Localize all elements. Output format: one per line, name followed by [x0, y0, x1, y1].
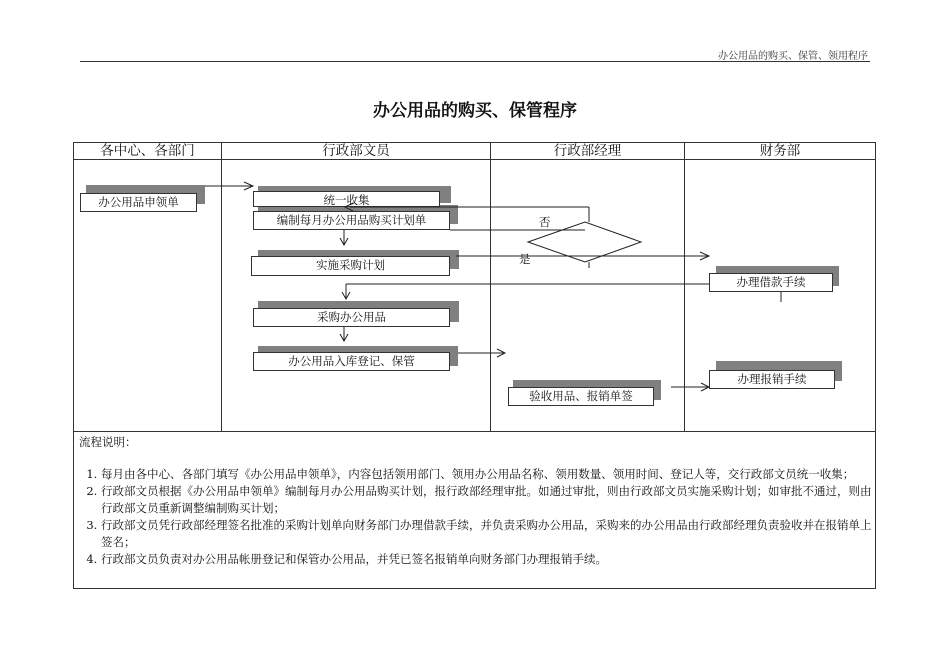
note-item: 1. 每月由各中心、各部门填写《办公用品申领单》，内容包括领用部门、领用办公用品名称、领用数量、领用时间、登记人等，交行政部文员统一收集； [101, 466, 874, 483]
execute-plan-box: 实施采购计划 [251, 256, 450, 276]
notes-title: 流程说明： [79, 435, 137, 449]
column-header-admin-clerk: 行政部文员 [222, 143, 490, 160]
no-label: 否 [539, 215, 551, 229]
plan-box: 编制每月办公用品购买计划单 [253, 211, 450, 230]
page-title: 办公用品的购买、保管程序 [373, 101, 577, 121]
column-header-finance: 财务部 [685, 143, 875, 160]
purchase-box: 采购办公用品 [253, 308, 450, 327]
inspect-box: 验收用品、报销单签 [508, 387, 654, 406]
column-header-admin-manager: 行政部经理 [491, 143, 684, 160]
collect-box: 统一收集 [253, 191, 440, 207]
store-box: 办公用品入库登记、保管 [253, 352, 450, 371]
note-item: 2. 行政部文员根据《办公用品申领单》编制每月办公用品购买计划，报行政部经理审批。如通过审批，则由行政部文员实施采购计划；如审批不通过，则由行政部文员重新调整编制购买计划； [101, 483, 874, 517]
loan-box: 办理借款手续 [709, 273, 833, 292]
note-item: 4. 行政部文员负责对办公用品帐册登记和保管办公用品，并凭已签名报销单向财务部门办理报销手续。 [101, 551, 874, 568]
running-header: 办公用品的购买、保管、领用程序 [718, 51, 868, 62]
yes-label: 是 [519, 252, 531, 266]
column-header-departments: 各中心、各部门 [74, 143, 221, 160]
note-item: 3. 行政部文员凭行政部经理签名批准的采购计划单向财务部门办理借款手续，并负责采购办公用品，采购来的办公用品由行政部经理负责验收并在报销单上签名； [101, 517, 874, 551]
reimburse-box: 办理报销手续 [709, 370, 835, 389]
request-form-box: 办公用品申领单 [80, 193, 197, 212]
